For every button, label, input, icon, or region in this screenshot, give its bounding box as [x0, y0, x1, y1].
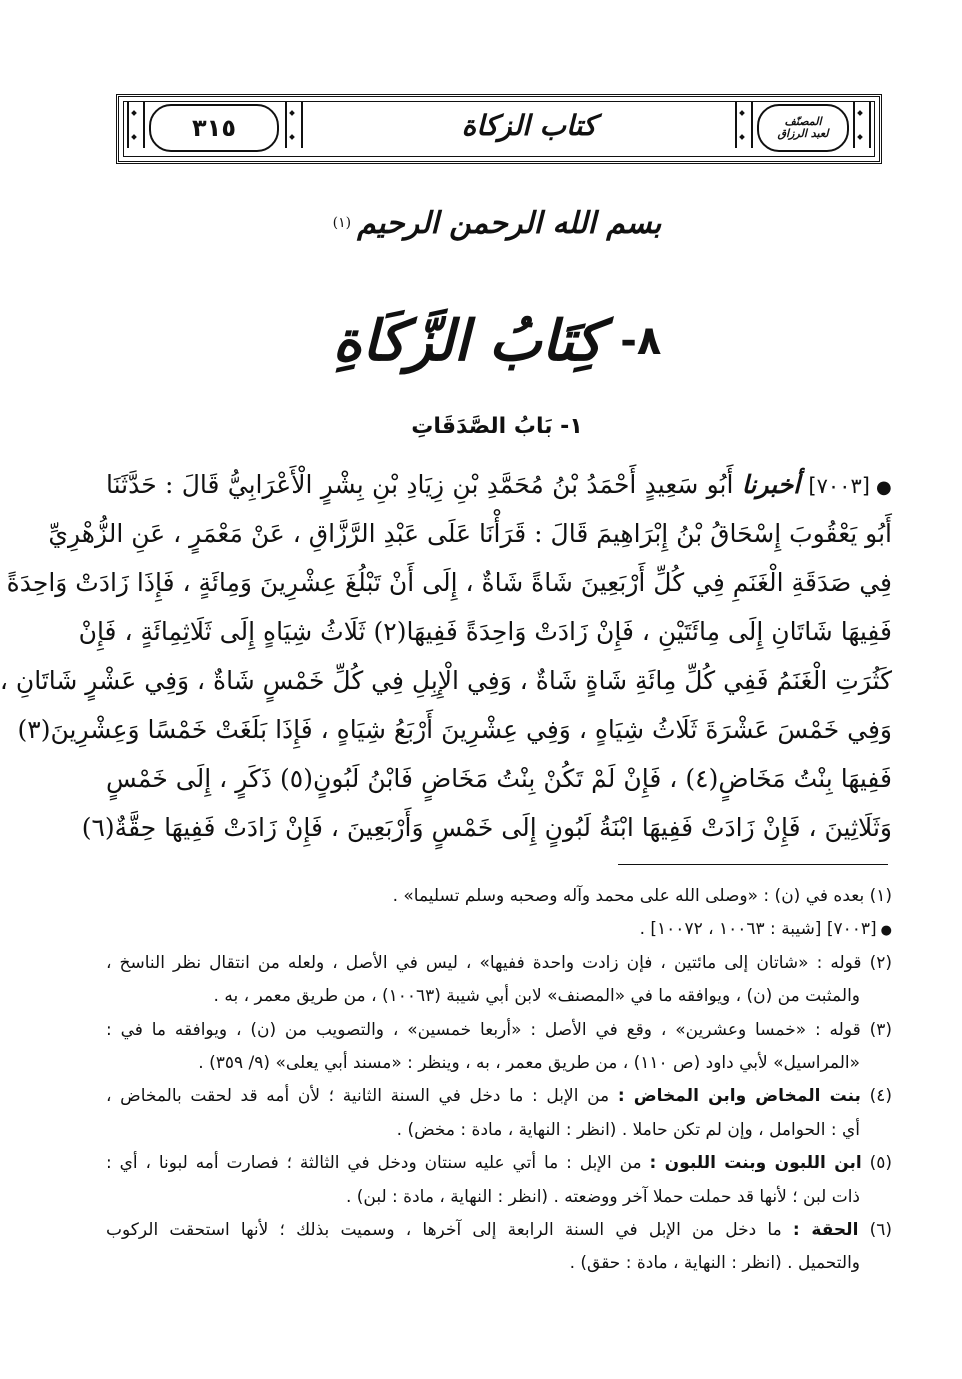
footnote: (٢) قوله : «شاتان إلى مائتين ، فإن زادت واحدة ففيها» ، ليس في الأصل ، ولعله من انتقال نظر الناسخ ،	[106, 952, 892, 973]
footnote-separator	[618, 864, 888, 865]
footnote-continuation: والتحميل . (انظر : النهاية ، مادة : حقق) .	[569, 1253, 860, 1274]
text-line: فِي صَدَقَةِ الْغَنَمِ فِي كُلِّ أَرْبَعِينَ شَاةً شَاةٌ ، إِلَى أَنْ تَبْلُغَ عِشْرِينَ وَمِائَةٍ ، فَإِذَا زَادَتْ وَاحِدَةً	[6, 568, 892, 597]
running-header	[116, 94, 882, 164]
basmala-text: بسم الله الرحمن الرحيم	[357, 205, 662, 241]
footnote	[106, 1080, 892, 1113]
footnote-continuation: أي : الحوامل ، وإن لم تكن حاملا . (انظر : النهاية ، مادة : مخض) .	[396, 1119, 860, 1140]
sources-note	[106, 913, 892, 946]
footnote-continuation: «المراسيل» لأبي داود (ص ١١٠) ، من طريق معمر ، به ، وينظر : «مسند أبي يعلى» (٩/ ٣٥٩) .	[198, 1052, 860, 1073]
ornament-divider-icon	[285, 102, 303, 148]
footnote-marker: (١)	[332, 215, 352, 231]
footnotes	[106, 880, 892, 1350]
ornament-right-icon	[853, 102, 871, 148]
footnote-number: (٥)	[869, 1153, 893, 1174]
text-line	[106, 460, 892, 509]
page-number-box	[149, 104, 279, 152]
chapter-heading: ١- بَابُ الصَّدَقَاتِ	[411, 413, 583, 439]
text-segment: أَبُو سَعِيدٍ أَحْمَدُ بْنُ مُحَمَّدِ بْنِ زِيَادِ بْنِ بِشْرٍ الْأَعْرَابِيُّ قَالَ : حَدَّثَنَا	[106, 470, 734, 499]
sources-text: [٧٠٠٣] [شيبة : ١٠٠٦٣ ، ١٠٠٧٢] .	[639, 919, 877, 940]
footnote-term: الحقة :	[792, 1219, 859, 1240]
page-number: ٣١٥	[192, 114, 236, 142]
hadith-number: [٧٠٠٣]	[808, 474, 870, 498]
basmala	[332, 188, 662, 258]
text-line: وَفِي خَمْسَ عَشْرَةَ ثَلَاثُ شِيَاهٍ ، وَفِي عِشْرِينَ أَرْبَعُ شِيَاهٍ ، فَإِذَا بَلَغَتْ خَمْسًا وَعِشْرِينَ(٣)	[17, 715, 892, 744]
footnote-term: ابن اللبون وبنت اللبون :	[649, 1153, 862, 1174]
bullet-icon: ●	[875, 477, 893, 498]
footnote-text: ما دخل من الإبل في السنة الرابعة إلى آخرها ، وسميت بذلك ؛ لأنها استحقت الركوب	[106, 1219, 782, 1240]
footnote-continuation: ذات لبن ؛ لأنها قد حملت حملا آخر ووضعته . (انظر : النهاية ، مادة : لبن) .	[345, 1186, 860, 1207]
footnote: (١) بعده في (ن) : «وصلى الله على محمد وآله وصحبه وسلم تسليما» .	[392, 886, 892, 906]
book-title-text: كِتَابُ الزَّكَاةِ	[332, 308, 603, 374]
footnote-number: (٦)	[869, 1219, 893, 1240]
footnote-text: من الإبل : ما دخل في السنة الثانية ؛ لأن أمه قد لحقت بالمخاض ،	[106, 1086, 610, 1107]
text-line: أَبُو يَعْقُوبَ إِسْحَاقُ بْنُ إِبْرَاهِيمَ قَالَ : قَرَأْنَا عَلَى عَبْدِ الرَّزَّاقِ ، عَنْ مَعْمَرٍ ، عَنِ الزُّهْرِيِّ	[48, 519, 892, 548]
footnote-number: (٤)	[869, 1086, 892, 1107]
logo-line: لعبد الرزاق	[777, 127, 829, 140]
narration-keyword: أخبرنا	[741, 470, 801, 499]
footnote: (٣) قوله : «خمسا وعشرين» ، وقع في الأصل : «أربعا خمسين» ، والتصويب من (ن) ، ويوافقه ما في :	[106, 1019, 892, 1040]
ornament-left-icon	[127, 102, 145, 148]
header-title: كتاب الزكاة	[461, 108, 597, 142]
bullet-icon: ●	[880, 923, 892, 939]
text-line: فَفِيهَا بِنْتُ مَخَاضٍ(٤) ، فَإِنْ لَمْ تَكُنْ بِنْتُ مَخَاضٍ فَابْنُ لَبُونٍ(٥) ذَكَرٍ ، إِلَى خَمْسٍ	[106, 764, 892, 793]
logo-line: المصنّف	[784, 115, 822, 129]
footnote-term: بنت المخاض وابن المخاض :	[617, 1086, 861, 1107]
text-line: كَثُرَتِ الْغَنَمُ فَفِي كُلِّ مِائَةِ شَاةٍ شَاةٌ ، وَفِي الْإِبِلِ فِي كُلِّ خَمْسٍ شَاةٌ ، وَفِي عَشْرٍ شَاتَانِ ،	[0, 666, 892, 695]
hadith-text	[0, 460, 893, 852]
footnote	[106, 1214, 892, 1247]
book-logo	[757, 104, 849, 152]
book-number: ٨-	[620, 318, 662, 364]
book-title	[232, 296, 762, 386]
footnote	[106, 1147, 892, 1180]
text-line: وَثَلَاثِينَ ، فَإِنْ زَادَتْ فَفِيهَا ابْنَةُ لَبُونٍ إِلَى خَمْسٍ وَأَرْبَعِينَ ، فَإِنْ زَادَتْ فَفِيهَا حِقَّةٌ(٦)	[81, 813, 892, 842]
text-line: فَفِيهَا شَاتَانِ إِلَى مِائَتَيْنِ ، فَإِنْ زَادَتْ وَاحِدَةً فَفِيهَا(٢) ثَلَاثُ شِيَاهٍ إِلَى ثَلَاثِمِائَةٍ ، فَإِنْ	[78, 617, 892, 646]
footnote-continuation: والمثبت من (ن) ، ويوافقه ما في «المصنف» لابن أبي شيبة (١٠٠٦٣) ، من طريق معمر ، به .	[213, 986, 860, 1007]
footnote-text: من الإبل : ما أتي عليه سنتان ودخل في الثالثة ؛ فصارت أمه لبونا ، أي :	[106, 1153, 642, 1174]
